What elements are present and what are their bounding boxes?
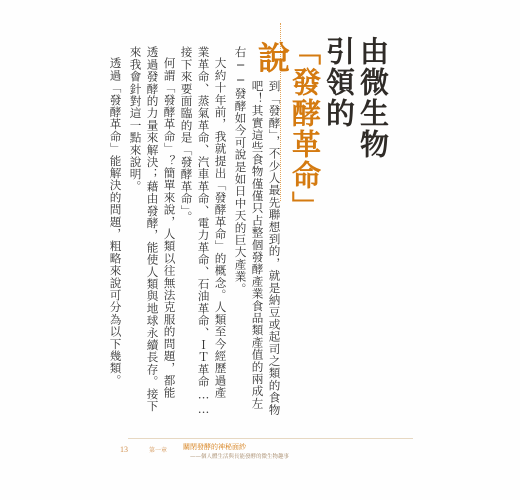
body-column: 透過發酵的力量來解決；藉由發酵，能使人類與地球永續長存。接下 bbox=[145, 46, 160, 412]
chapter-label: 第一章 bbox=[149, 447, 168, 454]
title-line-3: 「發酵革命」 bbox=[288, 36, 322, 222]
running-subtitle: ——個人體生活與長能發酵的微生物趣事 bbox=[190, 454, 290, 460]
body-column: 透過「發酵革命」能解決的問題，粗略來說可分為以下幾類。 bbox=[108, 57, 123, 387]
body-column: 吧！其實這些食物僅僅只占整個發酵產業食品類產值的兩成左 bbox=[250, 80, 265, 410]
body-column: 接下來要面臨的是「發酵革命」。 bbox=[179, 46, 194, 224]
body-column: 業革命、蒸氣革命、汽車革命、電力革命、石油革命、ＩＴ革命…… bbox=[196, 46, 211, 417]
body-column: 到「發酵」，不少人最先聯想到的，就是納豆或起司之類的食物 bbox=[267, 80, 282, 416]
title-line-1: 由微生物 bbox=[356, 36, 390, 160]
dropcap: 說 bbox=[253, 41, 291, 73]
body-column: 右──發酵如今可說是如日中天的巨大產業。 bbox=[233, 46, 248, 295]
body-column: 來我會針對這一點來說明。 bbox=[128, 46, 143, 193]
footer-divider bbox=[128, 438, 413, 439]
running-title: 關閉發酵的神秘面紗 bbox=[183, 443, 246, 451]
title-line-2: 引領的 bbox=[322, 36, 356, 129]
body-column: 何謂「發酵革命」？簡單來說，人類以往無法克服的問題，都能 bbox=[162, 57, 177, 399]
page-number: 13 bbox=[120, 445, 128, 454]
body-column: 大約十年前，我就提出「發酵革命」的概念。人類至今經歷過產 bbox=[213, 57, 228, 399]
